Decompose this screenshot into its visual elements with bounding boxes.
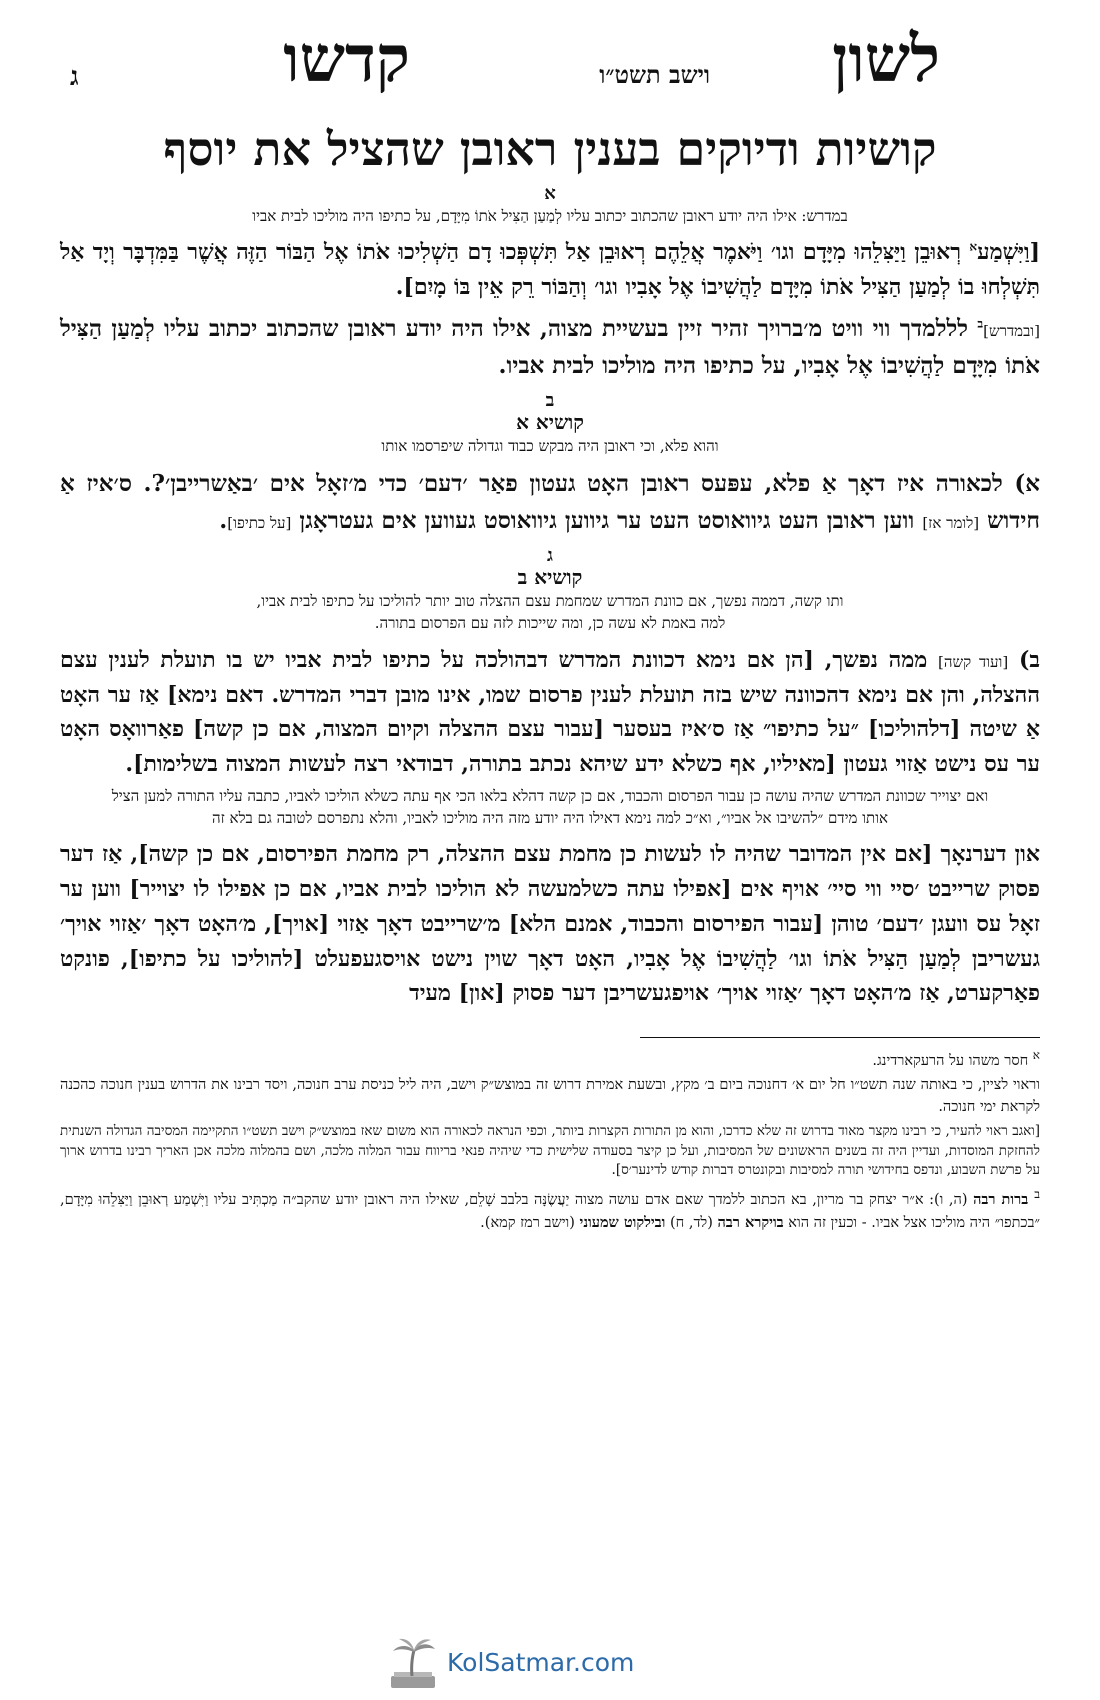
kushya-b-text: [הן אם נימא דכוונת המדרש דבהולכה על כתיפו לבית אביו יש בו תועלת לענין עצם ההצלה, והן אם נימא דהכוונה שיש בזה תועלת לענין פרסום שמו, אינו מובן דברי המדרש. דאם נימא] אַז ער האָט אַ שיטה [דלהוליכו] ״על כתיפו״ אַז ס׳איז בעסער [עבור עצם ההצלה וקיום המצוה, אם כן קשה] פאַרוואָס האָט ער עס נישט אַזוי געטון [מאיליו, אף כשלא ידע שיהא נכתב בתורה, דבודאי רצה לעשות המצוה בשלימות]. xyxy=(60,646,1040,778)
footnote-b-source-ref: (ה, ו) xyxy=(934,1191,974,1208)
footnote-b-source: ברות רבה xyxy=(973,1190,1035,1208)
section-a-summary: במדרש: אילו היה יודע ראובן שהכתוב יכתוב עליו לְמַעַן הַצִּיל אֹתוֹ מִיָּדָם, על כתיפו היה מוליכו לבית אביו xyxy=(252,206,848,225)
section-b-letter: ב xyxy=(545,389,555,411)
footnote-b-source-3-ref: (וישב רמז קמא). xyxy=(480,1214,580,1231)
footnote-ref-b[interactable]: ב xyxy=(977,316,984,331)
kushya-b-open: ב) xyxy=(1008,646,1040,673)
midrash-text: לללמדך ווי וויט מ׳ברויך זהיר זיין בעשיית מצוה, אילו היה יודע ראובן שהכתוב יכתוב עליו לְמַעַן הַצִּיל אֹתוֹ מִיָּדָם לַהֲשִׁיבוֹ אֶל אָבִיו, על כתיפו היה מוליכו לבית אביו. xyxy=(60,314,1040,379)
footnote-b-text: : א״ר יצחק בר מריון, בא הכתוב ללמדך שאם אדם עושה מצוה יַעֲשֶׂנָּה בלבב שָׁלֵם, שאילו היה ראובן יודע שהקב״ה מַכְתִּיב עליו וַיִּשְׁמַע רְאוּבֵן וַיַּצִּלֵהוּ מִיָּדָם, ״בכתפו״ היה מוליכו אצל אביו. - וכעין זה הוא xyxy=(60,1191,1040,1231)
verse-paragraph xyxy=(60,235,1040,305)
page-number: ג xyxy=(70,62,79,92)
footnote-b xyxy=(60,1185,1040,1234)
midrash-paragraph xyxy=(60,311,1040,385)
section-a-letter: א xyxy=(544,182,556,204)
header-parsha: וישב תשט״ו xyxy=(599,60,710,89)
kushya-b-bold: ממה נפשך, xyxy=(813,646,939,673)
kushya-b-paragraph xyxy=(60,643,1040,782)
section-c-summary xyxy=(100,591,1000,635)
kushya-b-aside: ואם יצוייר שכוונת המדרש שהיה עושה כן עבור הפרסום והכבוד, אם כן קשה דהלא בלאו הכי אף עתה כשלא הוליכו לאביו, כתבה עליו התורה למען הציל אותו מידם ״להשיבו אל אביו״, וא״כ למה נימא דאילו היה יודע מזה היה מוליכו לאביו, והלא נתפרסם לטובה גם בלא זה xyxy=(111,786,989,827)
kushya-a-note-2: [על כתיפו] xyxy=(227,513,292,532)
footnote-a-text: חסר משהו על הרעקארדינג. xyxy=(872,1053,1033,1070)
section-c-summary-line-1: ותו קשה, דממה נפשך, אם כוונת המדרש שמחמת עצם ההצלה טוב יותר להוליכו על כתיפו לבית אביו, xyxy=(256,592,844,611)
header-lashon: לשון xyxy=(832,22,940,97)
logo-text: KolSatmar.com xyxy=(447,1648,635,1677)
footnote-a-mark: א xyxy=(1032,1048,1040,1063)
verse-open: [וַיִּשְׁמַע xyxy=(977,239,1040,266)
footnotes-divider xyxy=(640,1037,1040,1038)
section-c-summary-line-2: למה באמת לא עשה כן, ומה שייכות לזה עם הפרסום בתורה. xyxy=(374,614,726,633)
section-b-summary: והוא פלא, וכי ראובן היה מבקש כבוד וגדולה שיפרסמו אותו xyxy=(381,437,719,456)
footnote-ref-a[interactable]: א xyxy=(969,240,978,255)
footnote-a xyxy=(60,1046,1040,1073)
page-header xyxy=(60,0,1040,115)
footnote-b-source-3: ובילקוט שמעוני xyxy=(579,1213,666,1231)
kushya-b-note: [ועוד קשה] xyxy=(938,652,1009,671)
header-kodsho: קדשו xyxy=(283,22,410,97)
kushya-a-note-1: [לומר אז] xyxy=(922,513,980,532)
section-b-heading: קושיא א xyxy=(516,410,584,435)
kushya-a-paragraph xyxy=(60,466,1040,540)
section-c-letter: ג xyxy=(547,544,553,566)
footnote-b-source-2-ref: (לד, ח) xyxy=(665,1214,718,1231)
palm-tree-icon xyxy=(385,1636,443,1692)
verse-text: רְאוּבֵן וַיַּצִּלֵהוּ מִיָּדָם וגו׳ וַיֹּאמֶר אֲלֵהֶם רְאוּבֵן אַל תִּשְׁפְּכוּ דָם הַשְׁלִיכוּ אֹתוֹ אֶל הַבּוֹר הַזֶּה אֲשֶׁר בַּמִּדְבָּר וְיָד אַל תִּשְׁלְחוּ בוֹ לְמַעַן הַצִּיל אֹתוֹ מִיָּדָם לַהֲשִׁיבוֹ אֶל אָבִיו וגו׳ וְהַבּוֹר רֵק אֵין בּוֹ מָיִם]. xyxy=(60,239,1040,301)
document-page xyxy=(60,0,1040,1700)
page-title: קושיות ודיוקים בענין ראובן שהציל את יוסף xyxy=(163,122,937,176)
footnote-note-2: [ואגב ראוי להעיר, כי רבינו מקצר מאוד בדרוש זה שלא כדרכו, והוא מן התורות הקצרות ביותר, וכפי הנראה לכאורה הוא משום שאז במוצש״ק וישב תשט״ו התקיימה המסיבה הגדולה השנתית להחזקת המוסדות, ועדיין היה זה בשנים הראשונים של המסיבות, ועל כן קיצר בסעודה שלישית כדי שיהיה פנאי בריווח עבור המלוה מלכה, ושם בהמלוה מלכה אכן האריך רבינו בדרוש ארוך על פרשת השבוע, ונדפס בחידושי תורה למסיבות ובקונטרס דברות קודש לדינער׳ס]. xyxy=(60,1123,1040,1179)
kushya-a-text-3: . xyxy=(219,506,228,534)
kushya-a-text-1: א) לכאורה איז דאָך אַ פלא, עפּעס ראובן האָט געטון פאַר ׳דעם׳ כדי מ׳זאָל אים ׳באַשרייבן׳?. ס׳איז אַ חידוש xyxy=(60,470,1040,534)
footnote-b-mark: ב xyxy=(1034,1186,1040,1201)
footnote-b-source-2: בויקרא רבה xyxy=(717,1213,784,1231)
kolsatmar-logo[interactable] xyxy=(385,1636,685,1692)
section-c-heading: קושיא ב xyxy=(517,565,583,590)
footnote-note-1: וראוי לציין, כי באותה שנה תשט״ו חל יום א׳ דחנוכה ביום ב׳ מקץ, ובשעת אמירת דרוש זה במוצש״ק וישב, היה ליל כניסת ערב חנוכה, ויסד רבינו את הדרוש בענין חנוכה כהכנה לקראת ימי חנוכה. xyxy=(60,1076,1040,1115)
midrash-open: [ובמדרש] xyxy=(983,321,1040,340)
kushya-a-text-2: ווען ראובן העט גיוואוסט העט ער גיווען גיוואוסט געווען אים געטראָגן xyxy=(291,506,923,534)
continuation-paragraph: און דערנאָך [אם אין המדובר שהיה לו לעשות כן מחמת עצם ההצלה, רק מחמת הפירסום, אם כן קשה], אַז דער פסוק שרייבט ׳סיי ווי סיי׳ אויף אים [אפילו עתה כשלמעשה לא הוליכו לבית אביו, אם כן אפילו לו יצוייר] ווען ער זאָל עס וועגן ׳דעם׳ טוהן [עבור הפירסום והכבוד, אמנם הלא] מ׳שרייבט דאָך אַזוי [אויך], מ׳האָט דאָך ׳אַזוי אויך׳ געשריבן לְמַעַן הַצִּיל אֹתוֹ וגו׳ לַהֲשִׁיבוֹ אֶל אָבִיו, האָט דאָך שוין נישט אויסגעפעלט [להוליכו על כתיפו], פונקט פאַרקערט, אַז מ׳האָט דאָך ׳אַזוי אויך׳ אויפגעשריבן דער פסוק [און] מעיד xyxy=(60,841,1040,1007)
